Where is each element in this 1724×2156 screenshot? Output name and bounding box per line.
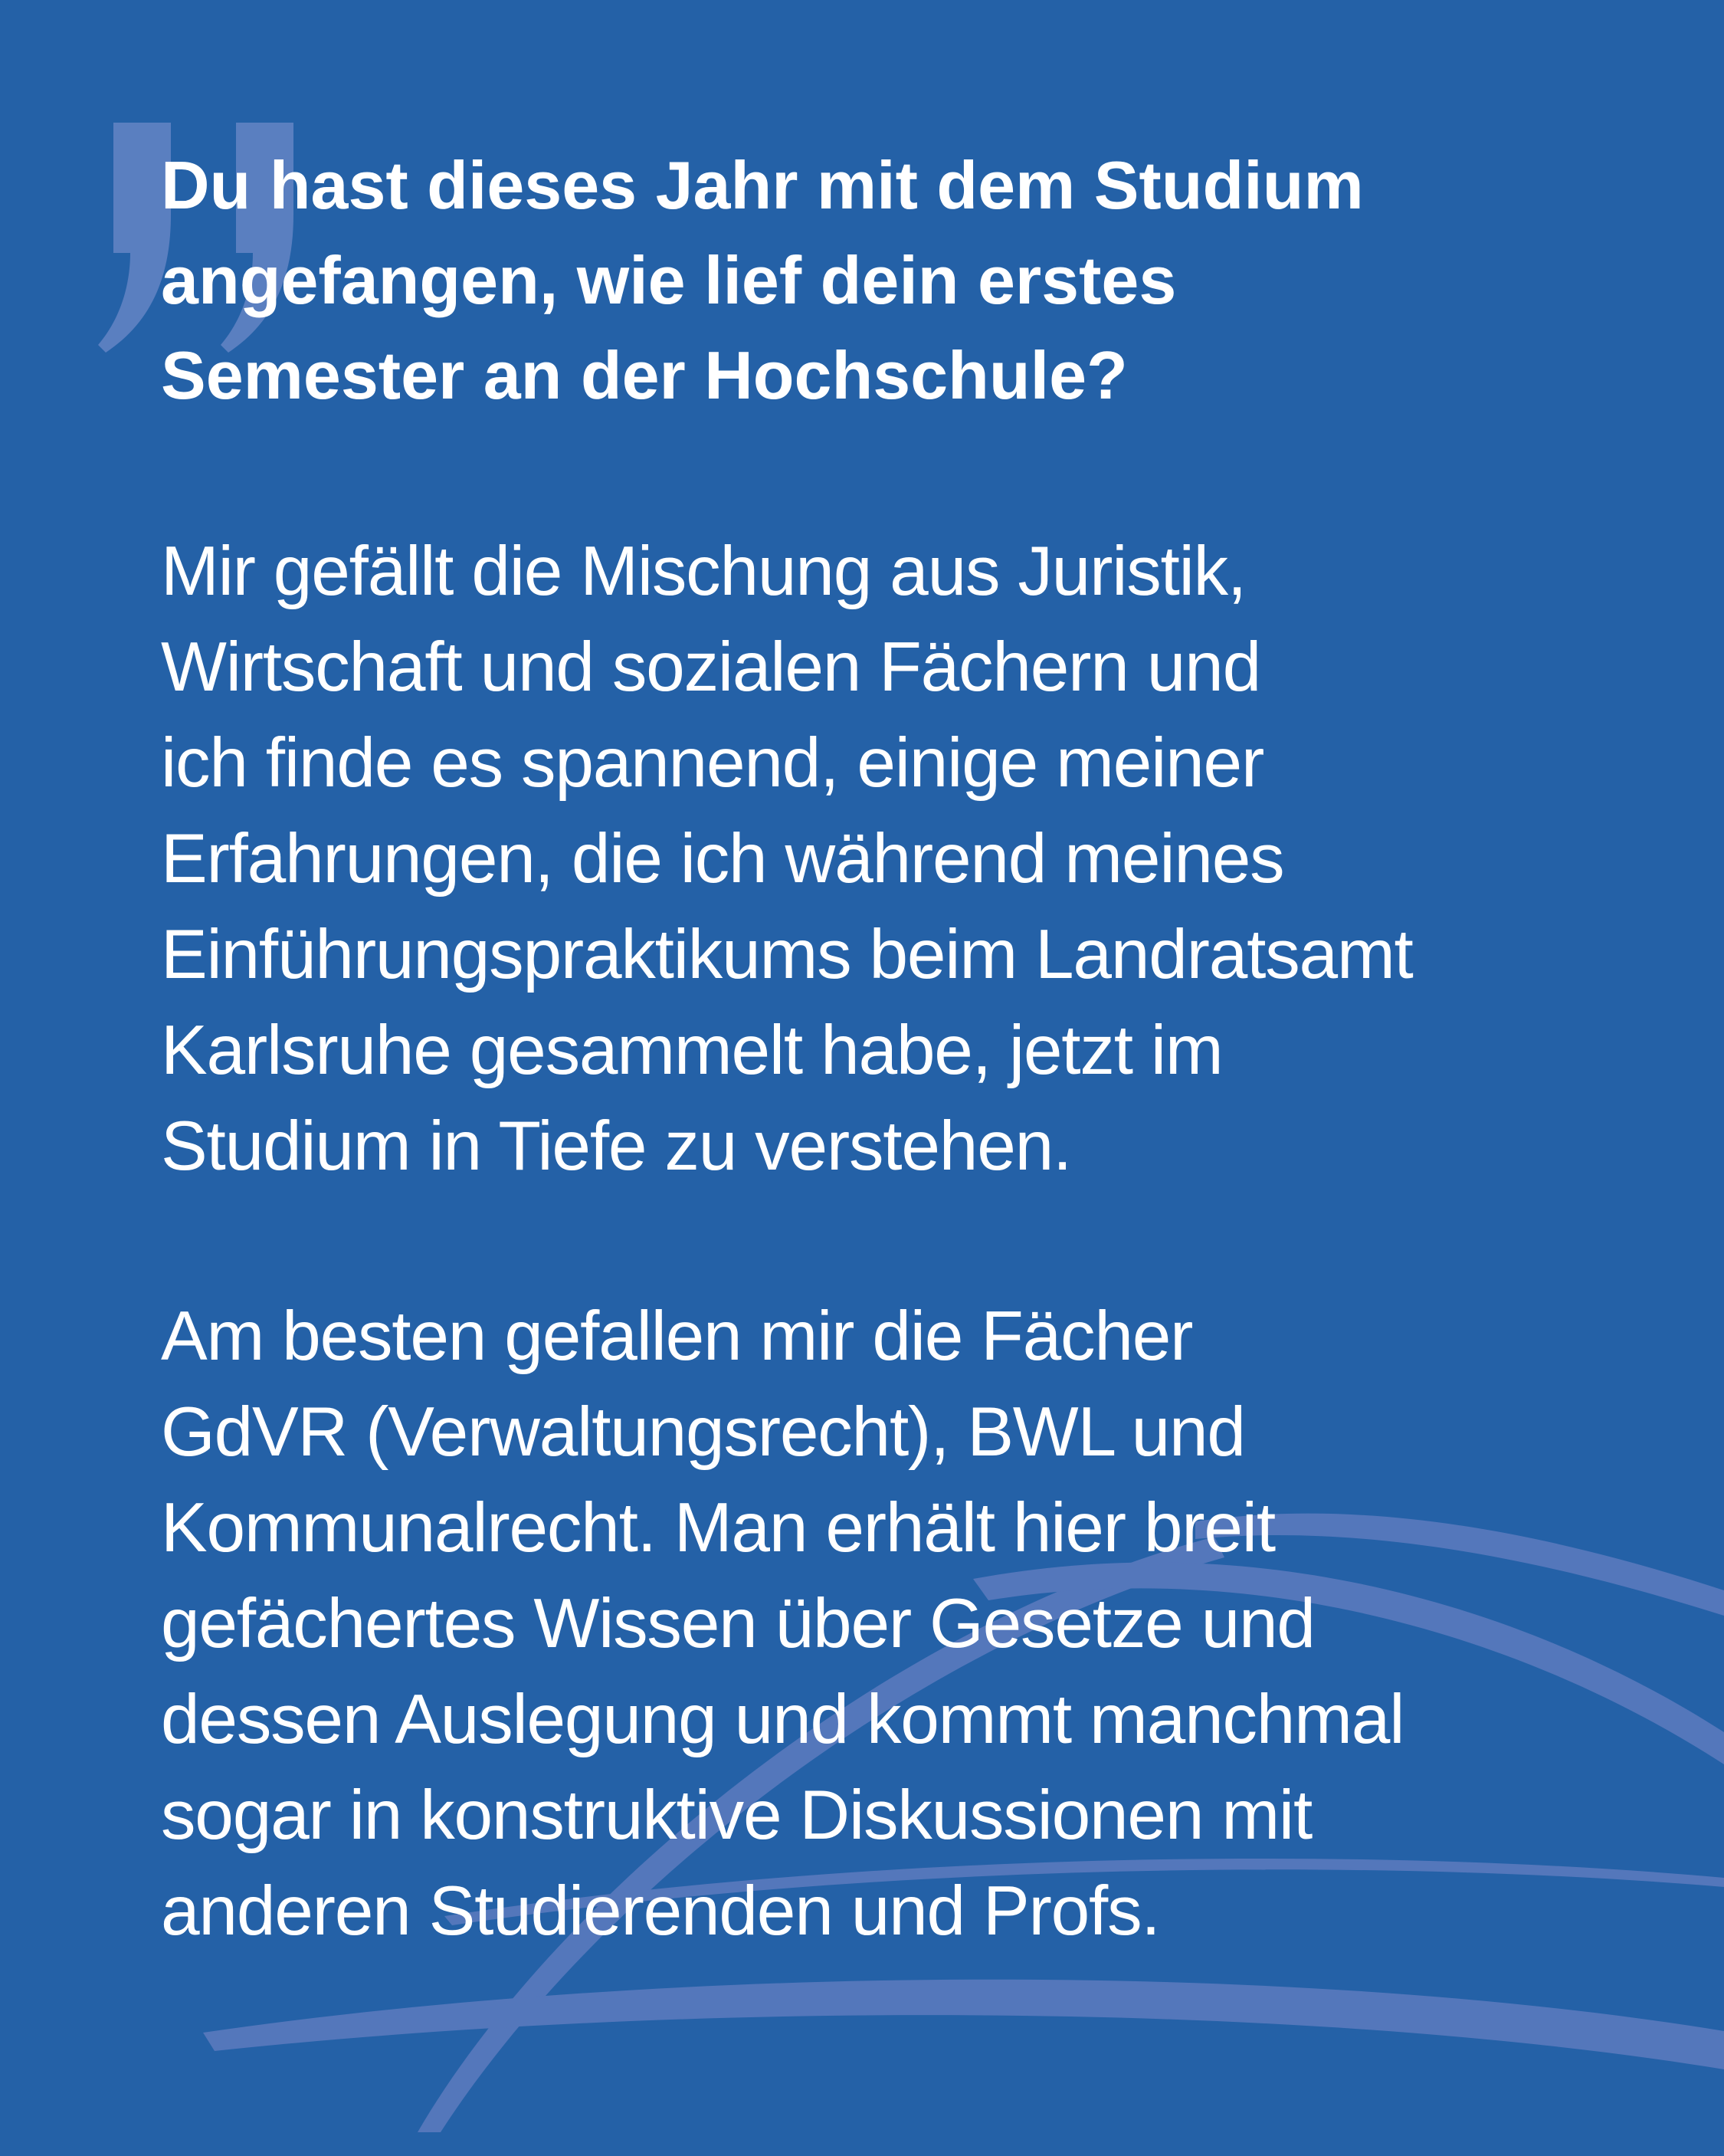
answer-paragraph-1: Mir gefällt die Mischung aus Juristik, Wirtschaft und sozialen Fächern und ich finde es spannend, einige meiner Erfahrungen, die ich während meines Einführungspraktikums beim Landratsamt Karlsruhe gesammelt habe, jetzt im Studium in Tiefe zu verstehen. [161, 533, 1413, 1185]
interview-question: Du hast dieses Jahr mit dem Studium angefangen, wie lief dein erstes Semester an der Hochschule? [161, 147, 1364, 413]
swoosh-lower-icon [203, 1980, 1724, 2069]
answer-paragraph-2: Am besten gefallen mir die Fächer GdVR (Verwaltungsrecht), BWL und Kommunalrecht. Man erhält hier breit gefächertes Wissen über Gesetze und dessen Auslegung und kommt manchmal sogar in konstruktive Diskussionen mit anderen Studierenden und Profs. [161, 1298, 1404, 1950]
